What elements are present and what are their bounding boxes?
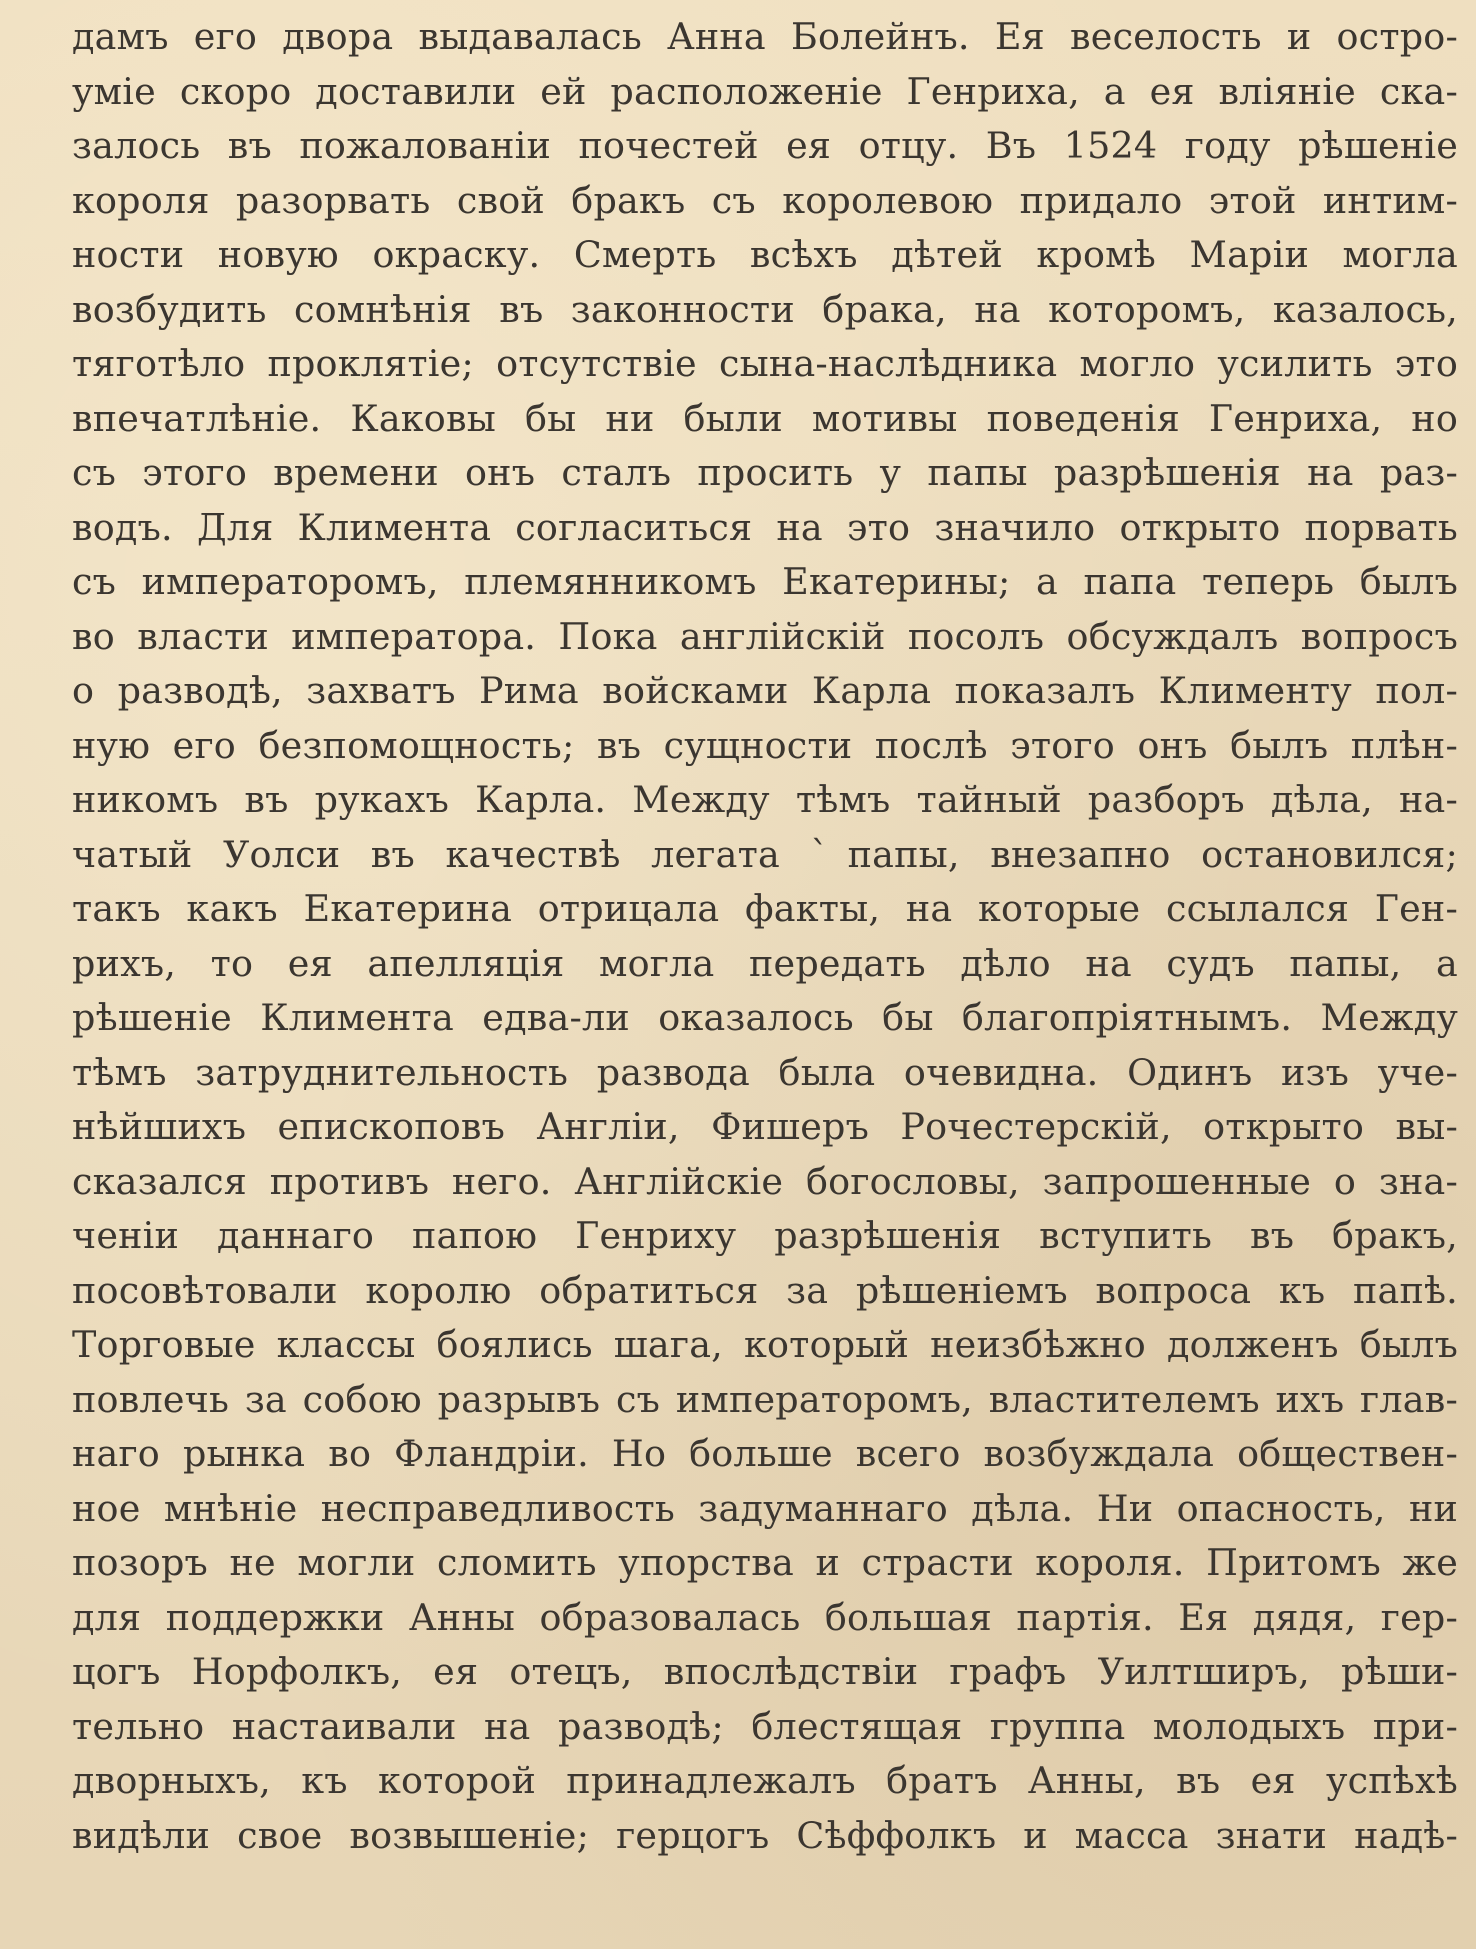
text-line-10: водъ. Для Климента согласиться на это значило открыто порвать xyxy=(72,505,1458,549)
text-line-17: такъ какъ Екатерина отрицала факты, на которые ссылался Ген- xyxy=(72,887,1458,930)
text-line-21: нѣйшихъ епископовъ Англіи, Фишеръ Рочестерскій, открыто вы- xyxy=(72,1105,1458,1148)
text-line-19: рѣшеніе Климента едва-ли оказалось бы благопріятнымъ. Между xyxy=(72,996,1458,1039)
text-line-1: дамъ его двора выдавалась Анна Болейнъ. Ея веселость и остро- xyxy=(72,15,1458,58)
text-line-28: ное мнѣніе несправедливость задуманнаго дѣла. Ни опасность, ни xyxy=(72,1486,1458,1530)
text-line-5: ности новую окраску. Смерть всѣхъ дѣтей кромѣ Маріи могла xyxy=(72,233,1458,276)
text-line-2: уміе скоро доставили ей расположеніе Генриха, а ея вліяніе ска- xyxy=(72,69,1458,113)
text-line-3: залось въ пожалованіи почестей ея отцу. Въ 1524 году рѣшеніе xyxy=(72,124,1458,167)
text-line-7: тяготѣло проклятіе; отсутствіе сына-наслѣдника могло усилить это xyxy=(72,342,1458,385)
text-line-8: впечатлѣніе. Каковы бы ни были мотивы поведенія Генриха, но xyxy=(72,396,1458,440)
text-line-16: чатый Уолси въ качествѣ легата ˋпапы, внезапно остановился; xyxy=(72,832,1458,876)
text-line-18: рихъ, то ея апелляція могла передать дѣло на судъ папы, а xyxy=(72,941,1458,985)
text-line-24: посовѣтовали королю обратиться за рѣшеніемъ вопроса къ папѣ. xyxy=(72,1268,1458,1312)
text-line-23: ченіи даннаго папою Генриху разрѣшенія вступить въ бракъ, xyxy=(72,1214,1458,1257)
text-line-32: тельно настаивали на разводѣ; блестящая группа молодыхъ при- xyxy=(72,1704,1458,1748)
text-line-14: ную его безпомощность; въ сущности послѣ этого онъ былъ плѣн- xyxy=(72,723,1458,767)
text-line-20: тѣмъ затруднительность развода была очевидна. Одинъ изъ уче- xyxy=(72,1050,1458,1094)
text-line-9: съ этого времени онъ сталъ просить у папы разрѣшенія на раз- xyxy=(72,451,1458,494)
text-line-6: возбудить сомнѣнія въ законности брака, на которомъ, казалось, xyxy=(72,287,1458,331)
text-line-12: во власти императора. Пока англійскій посолъ обсуждалъ вопросъ xyxy=(72,614,1458,658)
text-line-25: Торговые классы боялись шага, который неизбѣжно долженъ былъ xyxy=(72,1323,1458,1366)
text-line-31: цогъ Норфолкъ, ея отецъ, впослѣдствіи графъ Уилтширъ, рѣши- xyxy=(72,1650,1458,1693)
text-line-15: никомъ въ рукахъ Карла. Между тѣмъ тайный разборъ дѣла, на- xyxy=(72,778,1458,821)
text-line-22: сказался противъ него. Англійскіе богословы, запрошенные о зна- xyxy=(72,1159,1458,1203)
text-line-30: для поддержки Анны образовалась большая партія. Ея дядя, гер- xyxy=(72,1595,1458,1639)
text-line-33: дворныхъ, къ которой принадлежалъ братъ Анны, въ ея успѣхѣ xyxy=(72,1759,1458,1802)
text-line-4: короля разорвать свой бракъ съ королевою придало этой интим- xyxy=(72,178,1458,222)
text-line-13: о разводѣ, захватъ Рима войсками Карла показалъ Клименту пол- xyxy=(72,669,1458,712)
body-text xyxy=(72,10,1458,1863)
text-line-26: повлечь за собою разрывъ съ императоромъ, властителемъ ихъ глав- xyxy=(72,1377,1458,1421)
text-line-27: наго рынка во Фландріи. Но больше всего возбуждала обществен- xyxy=(72,1432,1458,1475)
text-line-11: съ императоромъ, племянникомъ Екатерины; а папа теперь былъ xyxy=(72,560,1458,603)
text-line-29: позоръ не могли сломить упорства и страсти короля. Притомъ же xyxy=(72,1541,1458,1584)
text-line-34: видѣли свое возвышеніе; герцогъ Сѣффолкъ и масса знати надѣ- xyxy=(72,1813,1458,1857)
